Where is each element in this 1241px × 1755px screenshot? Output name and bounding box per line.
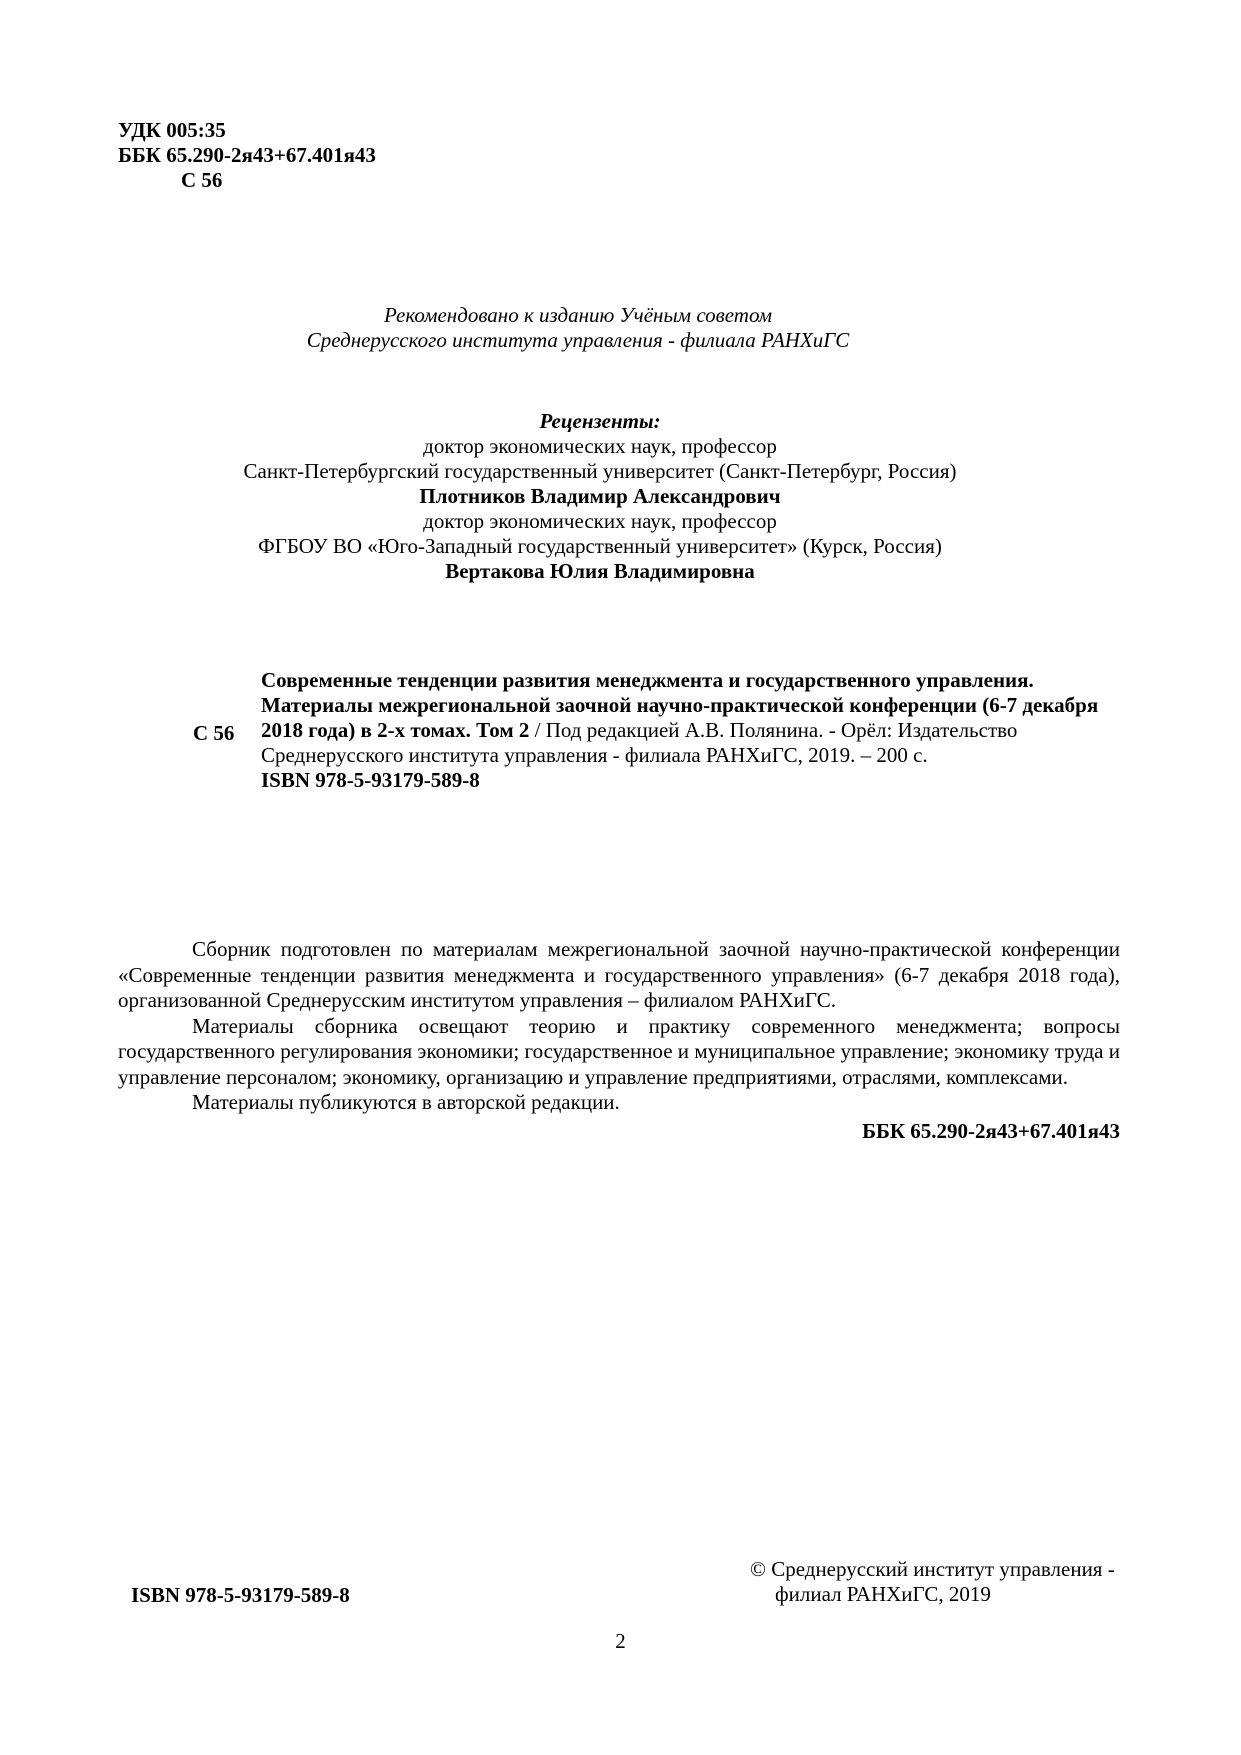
reviewer-2-affiliation: ФГБОУ ВО «Юго-Западный государственный университет» (Курск, Россия)	[258, 534, 942, 558]
annotation-bbk: ББК 65.290-2я43+67.401я43	[862, 1118, 1120, 1143]
recommendation-line-2: Среднерусского института управления - филиала РАНХиГС	[306, 328, 850, 352]
bbk-code: ББК 65.290-2я43+67.401я43	[118, 143, 376, 167]
udk-code: УДК 005:35	[118, 118, 226, 142]
annotation-paragraph: Материалы публикуются в авторской редакции.	[192, 1090, 620, 1114]
reviewer-2-degree: доктор экономических наук, профессор	[423, 509, 777, 533]
copyright-line-2: филиал РАНХиГС, 2019	[775, 1582, 991, 1606]
reviewer-1-name: Плотников Владимир Александрович	[419, 484, 781, 508]
classification-block	[118, 118, 376, 193]
biblio-isbn: ISBN 978-5-93179-589-8	[261, 768, 480, 792]
biblio-author-mark: С 56	[193, 721, 235, 745]
reviewer-2-name: Вертакова Юлия Владимировна	[445, 559, 755, 583]
annotation-paragraph: Материалы сборника освещают теорию и практику современного менеджмента; вопросы государственного регулирования экономики; государственное и муниципальное управление; экономику труда и управление персоналом; экономику, организацию и управление предприятиями, отраслями, комплексами.	[118, 1013, 1120, 1089]
bibliographic-record	[261, 668, 1106, 793]
annotation-block	[118, 937, 1120, 1144]
copyright-line-1: © Среднерусский институт управления -	[750, 1557, 1115, 1581]
page-number: 2	[615, 1629, 626, 1653]
copyright-notice	[750, 1557, 1170, 1607]
reviewers-block	[200, 409, 1000, 584]
biblio-description	[261, 668, 1106, 768]
reviewers-heading: Рецензенты:	[539, 409, 661, 433]
recommendation-note	[238, 303, 918, 353]
footer-isbn: ISBN 978-5-93179-589-8	[131, 1583, 350, 1607]
recommendation-line-1: Рекомендовано к изданию Учёным советом	[383, 303, 773, 327]
author-mark: С 56	[181, 168, 223, 192]
biblio-publication-info: / Под редакцией А.В. Полянина. - Орёл: Издательство Среднерусского института управления - филиала РАНХиГС, 2019. – 200 с.	[261, 718, 1018, 767]
reviewer-1-degree: доктор экономических наук, профессор	[423, 434, 777, 458]
reviewer-1-affiliation: Санкт-Петербургский государственный университет (Санкт-Петербург, Россия)	[243, 459, 957, 483]
annotation-paragraph: Сборник подготовлен по материалам межрегиональной заочной научно-практической конференции «Современные тенденции развития менеджмента и государственного управления» (6-7 декабря 2018 года), организованной Среднерусским институтом управления – филиалом РАНХиГС.	[118, 937, 1120, 1012]
biblio-title: Современные тенденции развития менеджмента и государственного управления. Материалы межрегиональной заочной научно-практической конференции (6-7 декабря 2018 года) в 2-х томах. Том 2	[261, 668, 1099, 742]
